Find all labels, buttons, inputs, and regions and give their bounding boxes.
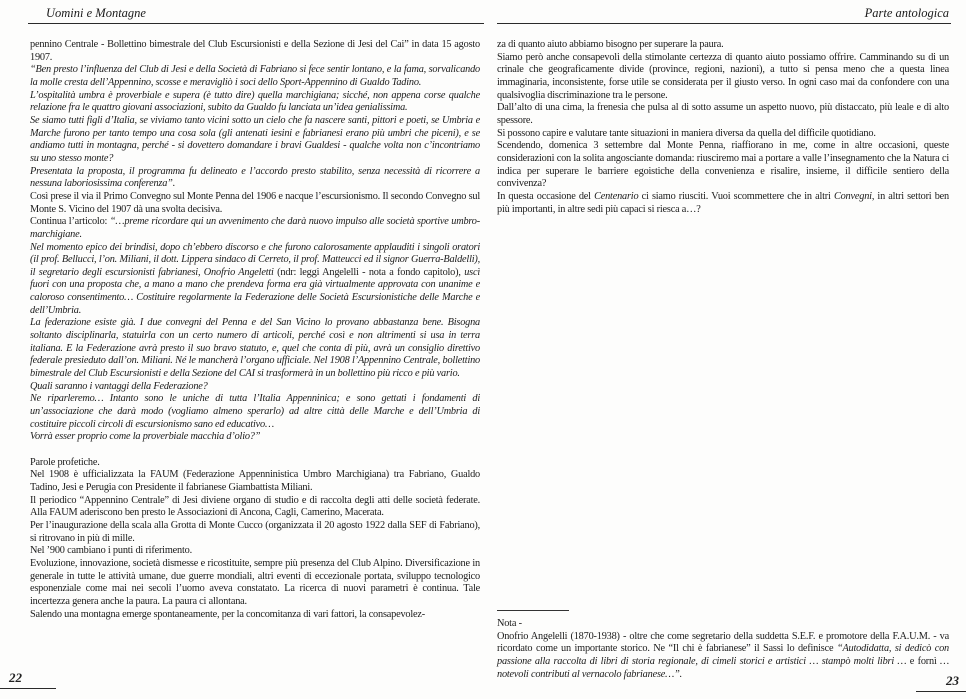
text-segment: Si possono capire e valutare tante situazioni in maniera diversa da quella del difficile quotidiano. (497, 127, 876, 139)
footnote-block (497, 610, 949, 681)
paragraph (30, 609, 480, 622)
text-segment: Così prese il via il Primo Convegno sul Monte Penna del 1906 e nacque l’escursionismo. Il secondo Convegno sul Monte S. Vicino del 1907 dà una svolta decisiva. (30, 190, 480, 215)
paragraph (30, 64, 480, 89)
text-segment: Nel ’900 cambiano i punti di riferimento. (30, 545, 192, 557)
text-segment: Scendendo, domenica 3 settembre dal Monte Penna, riaffiorano in me, come in altre occasioni, queste considerazioni con la solita angosciante domanda: riusciremo mai a portare a valle l’insegnamento che la Natura ci indica per superare le barriere egoistiche della convenienza e risalire, insieme, il difficile sentiero della convivenza? (497, 140, 949, 190)
text-segment: Il periodico “Appennino Centrale” di Jesi diviene organo di studio e di raccolta degli atti delle società federate. Alla FAUM aderiscono ben presto le Associazioni di Ancona, Cagli, Camerino, Macerata. (30, 494, 480, 519)
paragraph (30, 191, 480, 216)
footnote-label: Nota - (497, 618, 522, 629)
text-segment: Continua l’articolo: (30, 216, 110, 228)
paragraph (30, 469, 480, 494)
paragraph (497, 52, 949, 103)
text-segment: L’ospitalità umbra è proverbiale e supera (è tutto dire) quella marchigiana; sicché, non appena corse qualche relazione fra le quattro giovani associazioni, subito da Gualdo fu lanciata un’idea genialissima. (30, 89, 480, 114)
text-segment: Vorrà esser proprio come la proverbiale macchia d’olio?” (30, 431, 261, 443)
text-segment: “Autodidatta, si dedicò con passione alla raccolta di libri di storia regionale, di cimeli storici e artistici … stampò molti libri … (497, 643, 950, 667)
text-segment: … notevoli contributi al vernacolo fabrianese…”. (497, 655, 949, 680)
paragraph (30, 558, 480, 609)
page-number-left: 22 (9, 670, 22, 685)
paragraph (497, 39, 949, 52)
text-segment: za di quanto aiuto abbiamo bisogno per superare la paura. (497, 39, 724, 50)
page-number-right: 23 (946, 673, 959, 688)
text-segment: (ndr: leggi Angelelli - nota a fondo capitolo), (277, 266, 465, 278)
text-segment: Onofrio Angelelli (1870-1938) - oltre che come segretario della suddetta S.E.F. e promotore della F.A.U.M. - va ricordato come un importante storico. Ne “Il chi è fabrianese” il Sassi lo definisce (497, 630, 949, 655)
paragraph (30, 115, 480, 166)
text-segment: e fornì (906, 655, 941, 667)
right-running-header (497, 5, 951, 24)
text-segment: pennino Centrale - Bollettino bimestrale del Club Escursionisti e della Sezione di Jesi del Cai” in data 15 agosto 1907. (30, 39, 480, 63)
paragraph (30, 457, 480, 470)
paragraph (30, 520, 480, 545)
text-segment: uscì fuori con una proposta che, a mano a mano che prendeva forma era già virtualmente approvata con unanime e caloroso consentimento… Costituire regolarmente la Federazione delle Società Escursionistiche delle Marche e dell’Umbria. (30, 266, 480, 316)
text-segment: Parole profetiche. (30, 456, 100, 468)
paragraph (30, 393, 480, 431)
text-segment: “…preme ricordare qui un avvenimento che darà nuovo impulso alle società sportive umbro-marchigiane. (30, 216, 480, 240)
text-segment: Quali saranno i vantaggi della Federazione? (30, 380, 208, 392)
paragraph (30, 545, 480, 558)
paragraph-spacer (30, 444, 480, 457)
paragraph (30, 90, 480, 115)
left-header-title: Uomini e Montagne (46, 6, 146, 20)
paragraph (30, 495, 480, 520)
paragraph (497, 631, 949, 682)
text-segment: Convegni (833, 190, 872, 202)
left-running-header (28, 5, 484, 24)
text-segment: “Ben presto l’influenza del Club di Jesi e della Società di Fabriano si fece sentir lontano, e la fama, sorvalicando la molle cresta dell’Appennino, scosse e meravigliò i soci dello Sport-Appennino di Gualdo Tadino. (30, 64, 480, 88)
paragraph (30, 166, 480, 191)
text-segment: , in altri settori ben più importanti, in altre sedi più capaci si riesca a…? (497, 190, 949, 215)
paragraph (30, 381, 480, 394)
paragraph (497, 102, 949, 127)
paragraph (30, 317, 480, 380)
right-header-title: Parte antologica (864, 6, 949, 20)
left-page-body (30, 39, 480, 621)
paragraph (497, 140, 949, 191)
text-segment: Per l’inaugurazione della scala alla Grotta di Monte Cucco (organizzata il 20 agosto 1922 dalla SEF di Fabriano), si ritrovano in più di mille. (30, 519, 480, 544)
page-number-left-rule (0, 688, 56, 689)
text-segment: Salendo una montagna emerge spontaneamente, per la concomitanza di vari fattori, la consapevolez- (30, 608, 425, 620)
footnote-divider-rule (497, 610, 569, 611)
paragraph (30, 431, 480, 444)
text-segment: La federazione esiste già. I due convegni del Penna e del San Vicino lo provano abbastanza bene. Bisogna soltanto disciplinarla, statuirla con un certo numero di articoli, perché così e non altrimenti si usa in terra italiana. E la Federazione avrà presto il suo bravo statuto, e, quel che conta di più, avrà un consiglio direttivo federale presieduto dall’on. Miliani. Né le mancherà l’organo ufficiale. Nel 1908 l’Appennino Centrale, bollettino bimestrale del Club Escursionisti e della Sezione del CAI si trasformerà in un bollettino più ricco e più vario. (30, 317, 480, 380)
text-segment: Centenario (594, 190, 639, 202)
text-segment: Nel 1908 è ufficializzata la FAUM (Federazione Appenninistica Umbro Marchigiana) tra Fabriano, Gualdo Tadino, Jesi e Perugia con Presidente il fabrianese Giambattista Miliani. (30, 469, 480, 493)
paragraph (30, 39, 480, 64)
text-segment: In questa occasione del (497, 190, 595, 202)
text-segment: Nel momento epico dei brindisi, dopo ch’ebbero discorso e che furono calorosamente applauditi i singoli oratori (il prof. Bellucci, l’on. Miliani, il dott. Lippera sindaco di Cerreto, il prof. Matteucci ed il signor Guerra-Baldelli), il segretario degli escursionisti fabrianesi, Onofrio Angeletti (30, 241, 480, 278)
text-segment: Evoluzione, innovazione, società dismesse e ricostituite, sempre più presenza del Club Alpino. Diversificazione in generale in tutte le attività umane, due guerre mondiali, altri eventi di eccezionale portata, sviluppo tecnologico esponenziale come mai nei secoli l’uomo aveva constatato. La ricerca di nuovi parametri è continua. Tale incertezza genera anche la paura. La paura ci allontana. (30, 557, 480, 607)
right-page-body (497, 39, 949, 216)
text-segment: Siamo però anche consapevoli della stimolante certezza di quanto aiuto possiamo offrire. Camminando su di un crinale che geograficamente divide (province, regioni, nazioni), a tutto si pensa meno che a questa linea immaginaria, inconsistente, forse utile se considerata per il giusto verso. In ogni caso mai da confondere con una qualsivoglia discriminazione tra le persone. (497, 51, 949, 101)
text-segment: ci siamo riusciti. Vuoi scommettere che in altri (638, 190, 834, 202)
text-segment: Se siamo tutti figli d’Italia, se viviamo tanto vicini sotto un cielo che fa nascere santi, pittori e poeti, se Umbria e Marche furono per tanto tempo una cosa sola (gli antenati iesini e fabrianesi erano più umbri che piceni), e se andiamo tutti in montagna, perché - si dovettero domandare i bravi Gualdesi - qualche volta non c’incontriamo su uno stesso monte? (30, 114, 480, 164)
text-segment: Ne riparleremo… Intanto sono le uniche di tutta l’Italia Appenninica; e sono gettati i fondamenti di un’associazione che darà modo (vogliamo almeno sperarlo) ad altre città delle Marche e dell’Umbria di costituire piccoli circoli di escursionismo sano ed educativo… (30, 393, 480, 430)
footnote-body (497, 631, 949, 682)
paragraph (30, 216, 480, 241)
paragraph (30, 242, 480, 318)
text-segment: Dall’alto di una cima, la frenesia che pulsa al di sotto assume un aspetto nuovo, più distaccato, più leale e di alto spessore. (497, 102, 949, 126)
paragraph (497, 191, 949, 216)
text-segment: Presentata la proposta, il programma fu delineato e l’accordo presto stabilito, senza necessità di ricorrere a nessuna laboriosissima conferenza”. (30, 165, 480, 190)
paragraph (497, 128, 949, 141)
page-number-right-rule (916, 691, 966, 692)
